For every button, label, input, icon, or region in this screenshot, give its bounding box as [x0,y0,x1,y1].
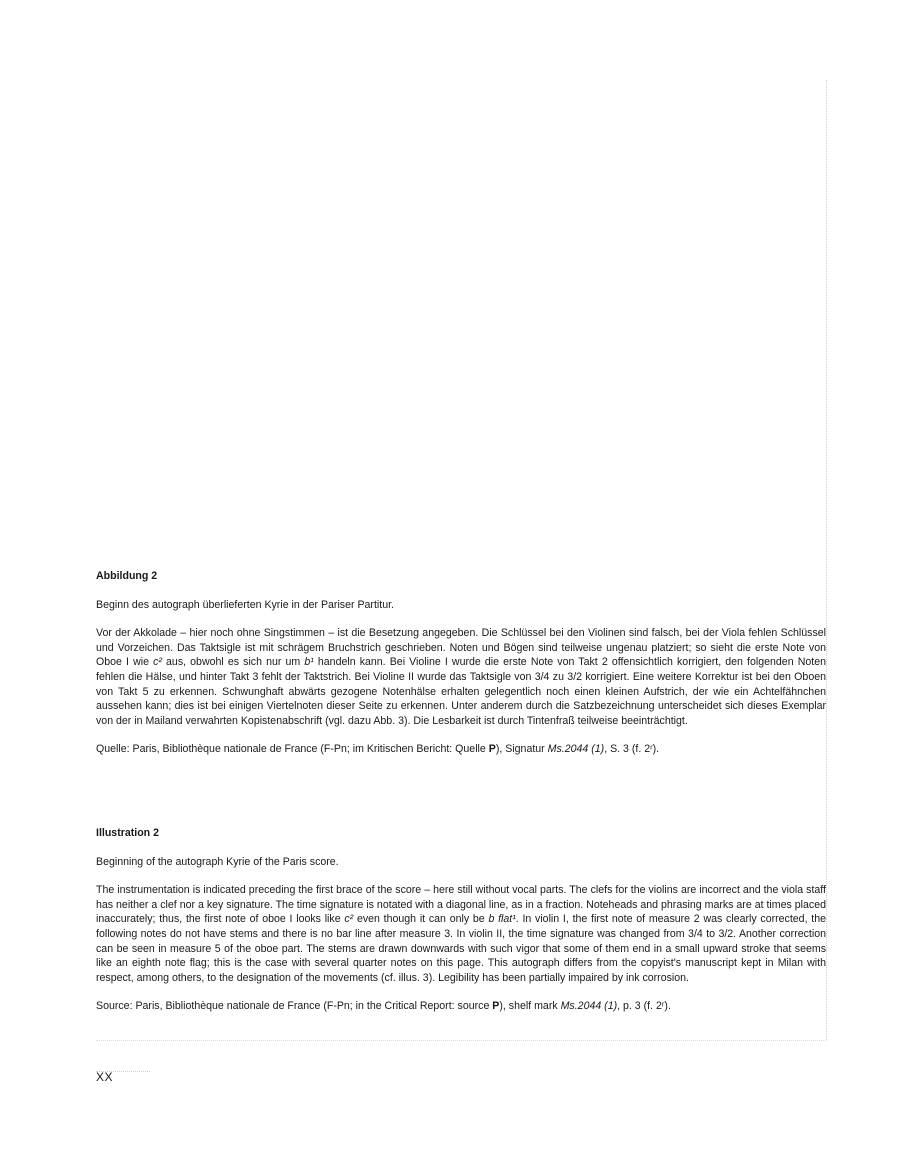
source-siglum-de: P [488,743,496,756]
caption-english [96,826,826,1028]
source-text-en-1: Source: Paris, Bibliothèque nationale de France (F-Pn; in the Critical Report: source [96,1000,493,1013]
source-text-de-2: ), Signatur [495,743,548,756]
caption-body-de-part-1: Vor der Akkolade – hier noch ohne Singstimmen – ist die Besetzung angegeben. Die Schlüssel bei den Violinen sind falsch, bei der Viola fehlen Schlüssel und Vorzeichen. Das Taktsigle ist mit schrägem Bruchstrich geschrieben. Noten und Bögen sind teilweise ungenau platziert; so sieht die erste Note von Oboe I wie [96,627,826,669]
note-name-b1-de: b¹ [304,656,314,669]
page-number: XX [96,1070,114,1084]
caption-intro-en: Beginning of the autograph Kyrie of the Paris score. [96,855,339,868]
source-text-en-2: ), shelf mark [499,1000,561,1013]
note-name-c2-en: c² [344,913,354,926]
shelfmark-en: Ms.2044 (1) [560,1000,618,1013]
caption-body-de-part-3: handeln kann. Bei Violine I wurde die erste Note von Takt 2 offensichtlich korrigiert, den folgenden Noten fehlen die Hälse, und hinter Takt 3 fehlt der Taktstrich. Bei Violine II wurde das Taktsigle von 3/4 zu 3/2 korrigiert. Eine weitere Korrektur ist bei den Oboen von Takt 5 zu erkennen. Schwunghaft abwärts gezogene Notenhälse erhalten gelegentlich noch einen kleinen Aufstrich, der wie ein Achtelfähnchen aussehen kann; dies ist bei einigen Viertelnoten dieser Seite zu erkennen. Unter anderem durch die Satzbezeichnung unterscheidet sich dieses Exemplar von der in Mailand verwahrten Kopistenabschrift (vgl. dazu Abb. 3). Die Lesbarkeit ist durch Tintenfraß teilweise beeinträchtigt. [96,656,826,727]
caption-heading-de: Abbildung 2 [96,570,158,582]
note-name-c2-de: c² [153,656,162,669]
caption-intro-de: Beginn des autograph überlieferten Kyrie in der Pariser Partitur. [96,598,394,611]
caption-body-de [96,626,826,728]
note-name-bflat1-en: b flat¹ [488,913,516,926]
source-siglum-en: P [492,1000,500,1013]
caption-heading-en: Illustration 2 [96,827,159,839]
caption-body-en-part-1: The instrumentation is indicated preceding the first brace of the score – here still without vocal parts. The clefs for the violins are incorrect and the viola staff has neither a clef nor a key signature. The time signature is notated with a diagonal line, as in a fraction. Noteheads and phrasing marks are at times placed inaccurately; thus, the first note of oboe I looks like [96,884,826,926]
shelfmark-de: Ms.2044 (1) [547,743,605,756]
source-text-en-3: , p. 3 (f. 2ʳ). [617,1000,671,1013]
caption-body-en [96,883,826,985]
caption-body-en-part-3: . In violin I, the first note of measure 2 was clearly corrected, the following notes do not have stems and there is no bar line after measure 3. In violin II, the time signature was changed from 3/4 to 3/2. Another correction can be seen in measure 5 of the oboe part. The stems are drawn downwards with such vigor that some of them end in a small upward stroke that seems like an eighth note flag; this is the case with several quarter notes on this page. This autograph differs from the copyist's manuscript kept in Milan with respect, among others, to the designation of the movements (cf. illus. 3). Legibility has been partially impaired by ink corrosion. [96,913,826,984]
source-text-de-3: , S. 3 (f. 2ʳ). [604,743,660,756]
page-frame-right [826,80,827,1040]
caption-body-de-part-2: aus, obwohl es sich nur um [161,656,305,669]
page-frame-bottom [96,1040,826,1041]
caption-source-de [96,742,826,757]
caption-german [96,569,826,771]
caption-source-en [96,999,826,1014]
source-text-de-1: Quelle: Paris, Bibliothèque nationale de France (F-Pn; im Kritischen Bericht: Quelle [96,743,489,756]
caption-body-en-part-2: even though it can only be [353,913,489,926]
